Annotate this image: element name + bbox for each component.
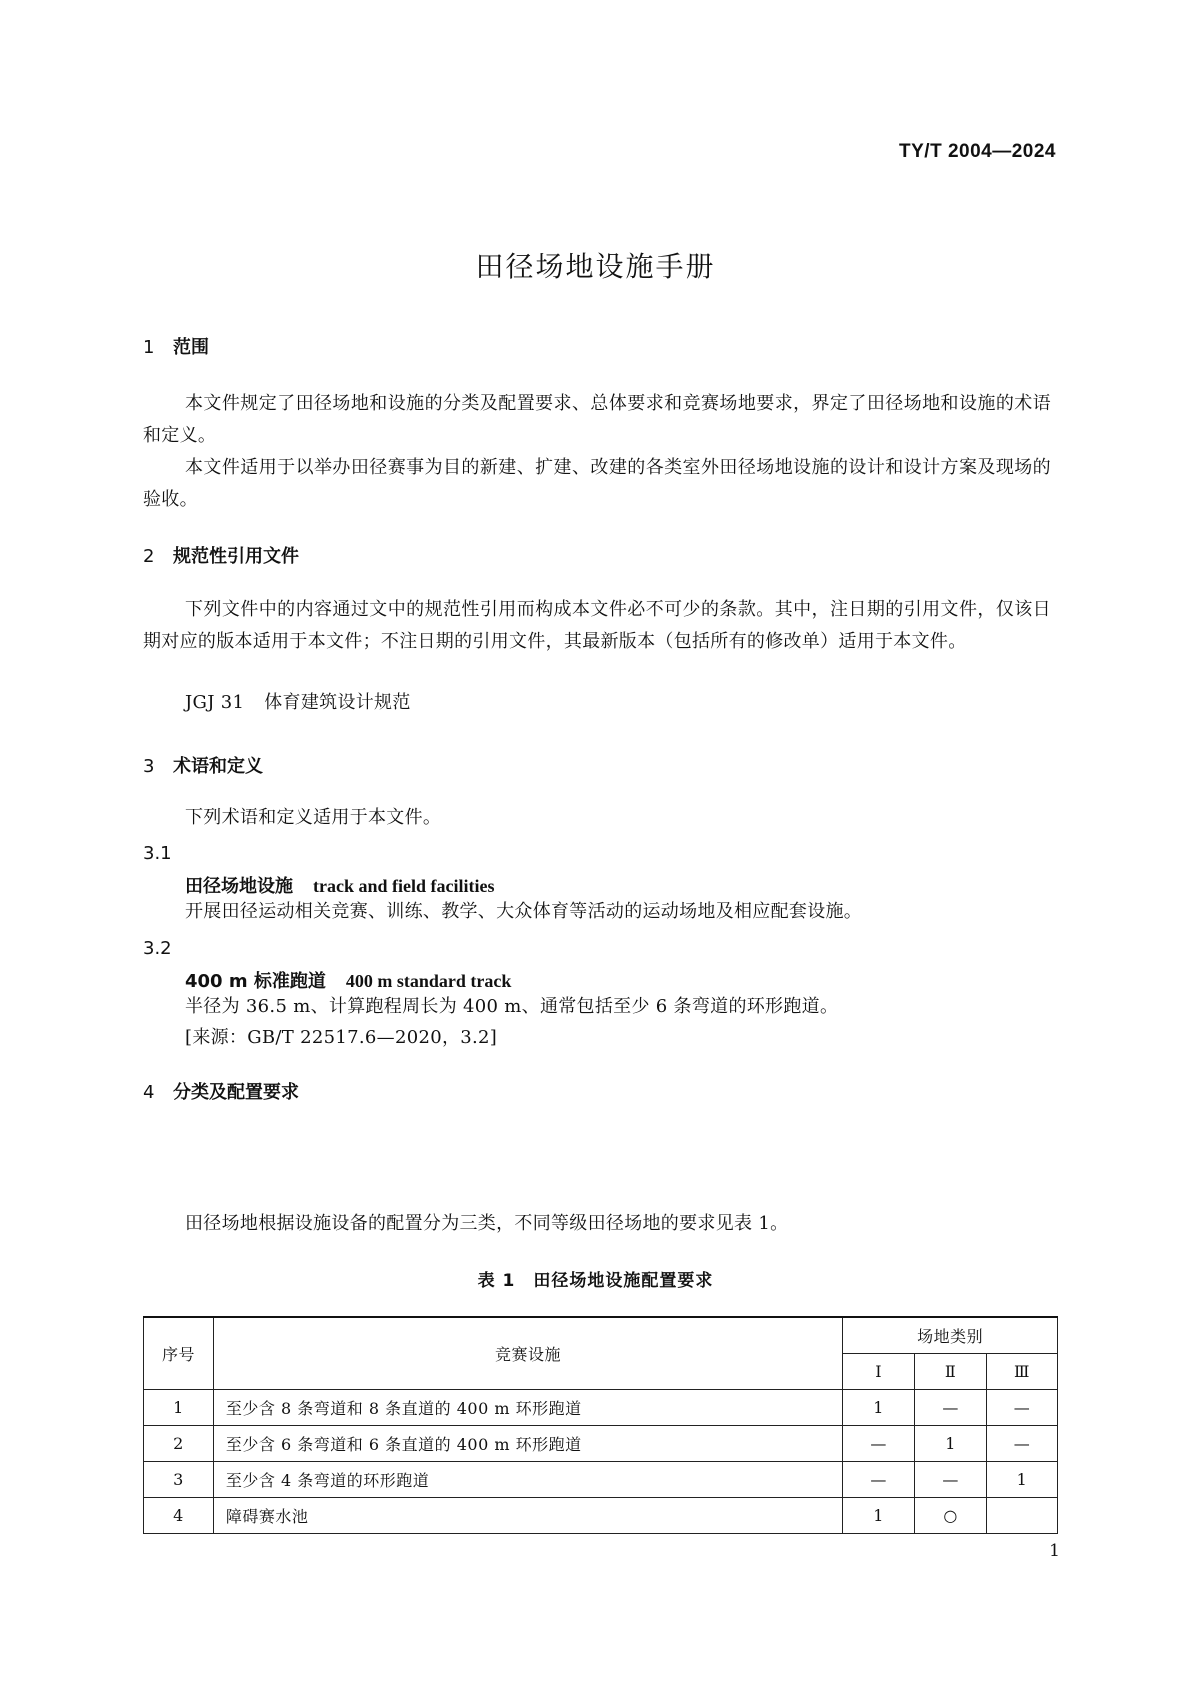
term-definition: 开展田径运动相关竞赛、训练、教学、大众体育等活动的运动场地及相应配套设施。 xyxy=(185,901,863,922)
cell-category-2: — xyxy=(915,1390,987,1426)
term-en: 400 m standard track xyxy=(345,971,512,991)
section-number: 2 xyxy=(143,546,155,567)
cell-category-2: ○ xyxy=(915,1498,987,1534)
cell-category-1: 1 xyxy=(843,1498,915,1534)
document-title: 田径场地设施手册 xyxy=(475,250,716,283)
term-heading xyxy=(185,967,511,993)
normative-reference xyxy=(185,688,411,718)
cell-category-2: — xyxy=(915,1462,987,1498)
cell-index: 1 xyxy=(144,1390,214,1426)
term-zh: 田径场地设施 xyxy=(185,876,293,897)
cell-facility: 至少含 4 条弯道的环形跑道 xyxy=(213,1462,842,1498)
section-1-paragraph-2: 本文件适用于以举办田径赛事为目的新建、扩建、改建的各类室外田径场地设施的设计和设计方案及现场的验收。 xyxy=(143,457,1051,510)
section-2-paragraph-1: 下列文件中的内容通过文中的规范性引用而构成本文件必不可少的条款。其中，注日期的引用文件，仅该日期对应的版本适用于本文件；不注日期的引用文件，其最新版本（包括所有的修改单）适用于本文件。 xyxy=(143,599,1051,652)
section-1-paragraph-1: 本文件规定了田径场地和设施的分类及配置要求、总体要求和竞赛场地要求，界定了田径场地和设施的术语和定义。 xyxy=(143,393,1051,446)
term-en: track and field facilities xyxy=(313,876,495,896)
table-row xyxy=(144,1462,1058,1498)
reference-code: JGJ 31 xyxy=(185,692,245,713)
table-row xyxy=(144,1426,1058,1462)
section-4-heading xyxy=(143,1078,299,1104)
section-title: 范围 xyxy=(173,337,209,358)
table-caption: 表 1 田径场地设施配置要求 xyxy=(477,1271,714,1291)
cell-facility: 障碍赛水池 xyxy=(213,1498,842,1534)
cell-index: 4 xyxy=(144,1498,214,1534)
section-3-heading xyxy=(143,752,263,778)
cell-category-3: 1 xyxy=(987,1462,1058,1498)
table-row xyxy=(144,1498,1058,1534)
cell-index: 2 xyxy=(144,1426,214,1462)
term-number: 3.1 xyxy=(143,843,172,864)
column-header-category-group: 场地类别 xyxy=(843,1317,1058,1354)
column-header-index: 序号 xyxy=(144,1317,214,1390)
column-header-category: Ⅰ xyxy=(843,1354,915,1390)
cell-category-3: — xyxy=(987,1426,1058,1462)
section-title: 分类及配置要求 xyxy=(173,1082,299,1103)
section-number: 3 xyxy=(143,756,155,777)
document-code: TY/T 2004—2024 xyxy=(899,141,1056,162)
column-header-category: Ⅱ xyxy=(915,1354,987,1390)
term-zh: 400 m 标准跑道 xyxy=(185,971,326,992)
cell-index: 3 xyxy=(144,1462,214,1498)
term-heading xyxy=(185,872,494,898)
section-title: 规范性引用文件 xyxy=(173,546,299,567)
section-2-heading xyxy=(143,542,299,568)
cell-facility: 至少含 6 条弯道和 6 条直道的 400 m 环形跑道 xyxy=(213,1426,842,1462)
section-3-paragraph-1: 下列术语和定义适用于本文件。 xyxy=(185,807,442,828)
term-source: [来源：GB/T 22517.6—2020，3.2] xyxy=(185,1027,498,1048)
facilities-table xyxy=(143,1316,1058,1534)
cell-category-1: 1 xyxy=(843,1390,915,1426)
section-1-heading xyxy=(143,333,209,359)
term-definition: 半径为 36.5 m、计算跑程周长为 400 m、通常包括至少 6 条弯道的环形跑道。 xyxy=(185,996,839,1017)
cell-facility: 至少含 8 条弯道和 8 条直道的 400 m 环形跑道 xyxy=(213,1390,842,1426)
section-number: 4 xyxy=(143,1082,155,1103)
column-header-facility: 竞赛设施 xyxy=(213,1317,842,1390)
column-header-category: Ⅲ xyxy=(987,1354,1058,1390)
term-number: 3.2 xyxy=(143,938,172,959)
cell-category-1: — xyxy=(843,1426,915,1462)
section-4-paragraph-1: 田径场地根据设施设备的配置分为三类，不同等级田径场地的要求见表 1。 xyxy=(185,1213,789,1234)
table-row xyxy=(144,1390,1058,1426)
reference-title: 体育建筑设计规范 xyxy=(264,692,411,713)
section-number: 1 xyxy=(143,337,155,358)
section-title: 术语和定义 xyxy=(173,756,263,777)
cell-category-1: — xyxy=(843,1462,915,1498)
cell-category-2: 1 xyxy=(915,1426,987,1462)
cell-category-3 xyxy=(987,1498,1058,1534)
page-number: 1 xyxy=(1049,1541,1060,1561)
table-header-row xyxy=(144,1317,1058,1354)
cell-category-3: — xyxy=(987,1390,1058,1426)
